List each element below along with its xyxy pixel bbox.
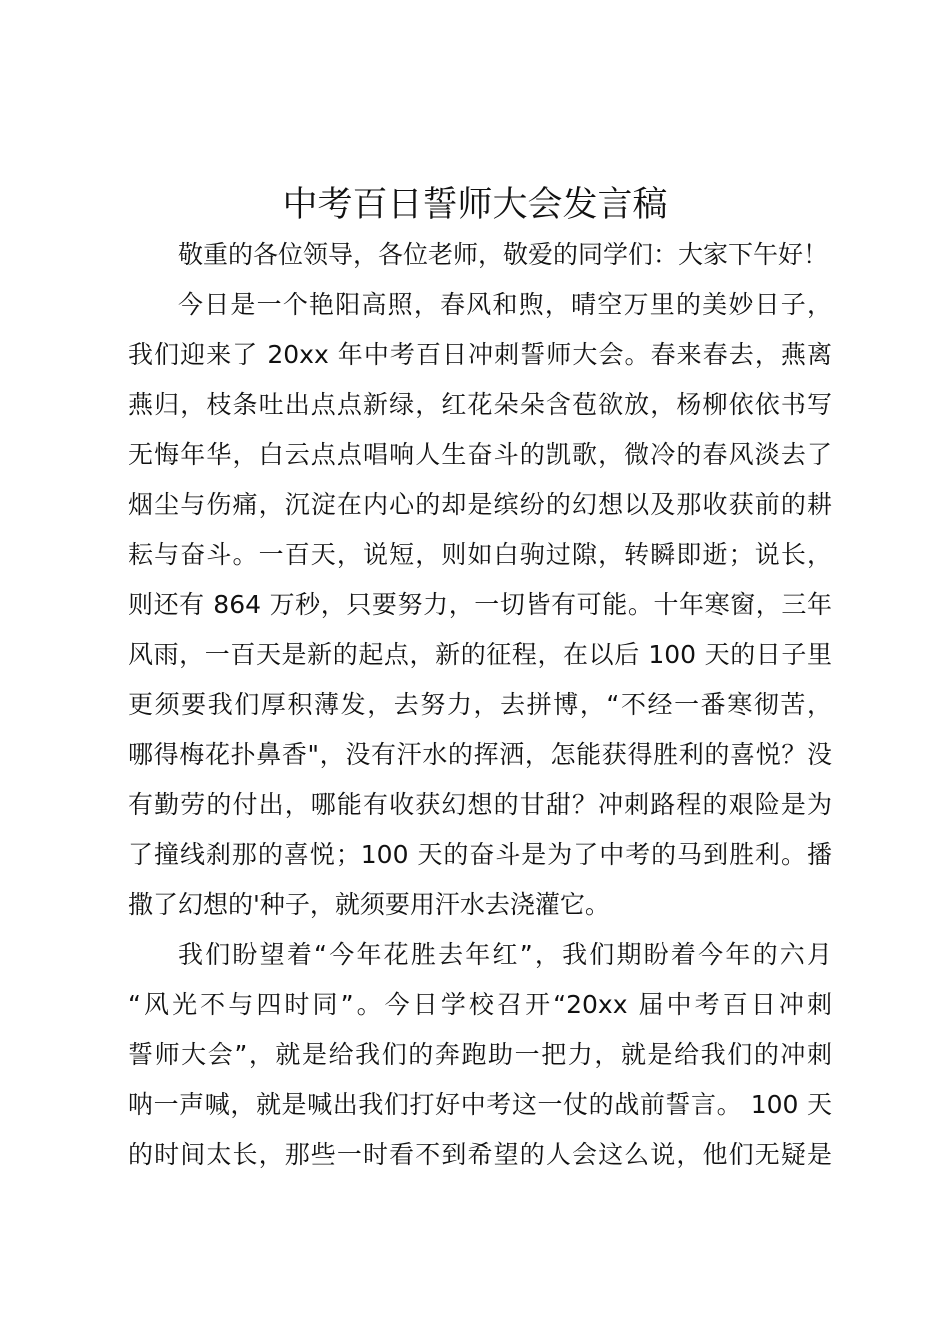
paragraph-line: 了撞线刹那的喜悦；100 天的奋斗是为了中考的马到胜利。播 xyxy=(128,840,832,869)
paragraph-line: 敬重的各位领导，各位老师，敬爱的同学们：大家下午好！ xyxy=(178,240,829,269)
paragraph-line: 更须要我们厚积薄发，去努力，去拼博，“不经一番寒彻苦， xyxy=(128,690,832,719)
paragraph-line: 我们盼望着“今年花胜去年红”，我们期盼着今年的六月 xyxy=(178,940,832,969)
paragraph-line: 则还有 864 万秒，只要努力，一切皆有可能。十年寒窗，三年 xyxy=(128,590,832,619)
paragraph-line: 风雨，一百天是新的起点，新的征程，在以后 100 天的日子里 xyxy=(128,640,832,669)
paragraph-line: 誓师大会”，就是给我们的奔跑助一把力，就是给我们的冲刺 xyxy=(128,1040,832,1069)
paragraph-line: 的时间太长，那些一时看不到希望的人会这么说，他们无疑是 xyxy=(128,1140,832,1169)
paragraph-line: 耘与奋斗。一百天，说短，则如白驹过隙，转瞬即逝；说长， xyxy=(128,540,832,569)
paragraph-line: 今日是一个艳阳高照，春风和煦，晴空万里的美妙日子， xyxy=(178,290,832,319)
paragraph-line: 有勤劳的付出，哪能有收获幻想的甘甜？冲刺路程的艰险是为 xyxy=(128,790,832,819)
paragraph-line: 撒了幻想的'种子，就须要用汗水去浇灌它。 xyxy=(128,890,610,919)
paragraph-line: 哪得梅花扑鼻香"，没有汗水的挥洒，怎能获得胜利的喜悦？没 xyxy=(128,740,832,769)
paragraph-line: 烟尘与伤痛，沉淀在内心的却是缤纷的幻想以及那收获前的耕 xyxy=(128,490,832,519)
paragraph-line: 我们迎来了 20xx 年中考百日冲刺誓师大会。春来春去，燕离 xyxy=(128,340,832,369)
paragraph-line: 无悔年华，白云点点唱响人生奋斗的凯歌，微冷的春风淡去了 xyxy=(128,440,832,469)
paragraph-line: “风光不与四时同”。今日学校召开“20xx 届中考百日冲刺 xyxy=(128,990,832,1019)
document-title: 中考百日誓师大会发言稿 xyxy=(282,185,668,225)
paragraph-line: 呐一声喊，就是喊出我们打好中考这一仗的战前誓言。 100 天 xyxy=(128,1090,832,1119)
paragraph-line: 燕归，枝条吐出点点新绿，红花朵朵含苞欲放，杨柳依依书写 xyxy=(128,390,832,419)
